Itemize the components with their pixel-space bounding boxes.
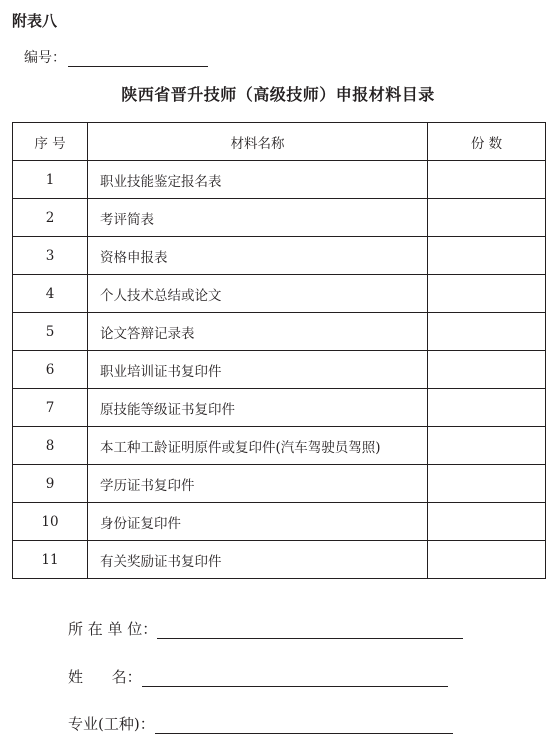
document-title: 陕西省晋升技师（高级技师）申报材料目录 (121, 85, 435, 104)
row-number: 8 (13, 427, 88, 465)
row-copies-cell[interactable] (428, 161, 546, 199)
appendix-label: 附表八 (12, 12, 58, 30)
row-number: 10 (13, 503, 88, 541)
table-row (13, 389, 546, 427)
number-row (24, 47, 208, 67)
row-number: 5 (13, 313, 88, 351)
profession-label: 专业(工种)： (68, 715, 155, 733)
row-material-name: 论文答辩记录表 (88, 313, 428, 351)
signature-unit-row (68, 618, 463, 639)
row-copies-cell[interactable] (428, 541, 546, 579)
row-material-name: 有关奖励证书复印件 (88, 541, 428, 579)
row-material-name: 身份证复印件 (88, 503, 428, 541)
row-copies-cell[interactable] (428, 275, 546, 313)
table-row (13, 465, 546, 503)
row-copies-cell[interactable] (428, 313, 546, 351)
row-copies-cell[interactable] (428, 351, 546, 389)
signature-profession-row (68, 713, 453, 734)
row-copies-cell[interactable] (428, 465, 546, 503)
row-copies-cell[interactable] (428, 199, 546, 237)
table-row (13, 427, 546, 465)
name-field-line[interactable] (142, 670, 448, 687)
signature-name-row (68, 666, 448, 687)
row-material-name: 资格申报表 (88, 237, 428, 275)
row-material-name: 职业培训证书复印件 (88, 351, 428, 389)
header-material-name: 材料名称 (88, 123, 428, 161)
number-field-line[interactable] (68, 52, 208, 67)
header-number: 序 号 (13, 123, 88, 161)
row-copies-cell[interactable] (428, 389, 546, 427)
row-number: 9 (13, 465, 88, 503)
row-material-name: 个人技术总结或论文 (88, 275, 428, 313)
row-material-name: 本工种工龄证明原件或复印件(汽车驾驶员驾照) (88, 427, 428, 465)
materials-table (12, 122, 546, 579)
table-row (13, 313, 546, 351)
row-number: 4 (13, 275, 88, 313)
number-label: 编号： (24, 50, 66, 66)
row-copies-cell[interactable] (428, 427, 546, 465)
table-row (13, 351, 546, 389)
table-row (13, 161, 546, 199)
row-material-name: 学历证书复印件 (88, 465, 428, 503)
row-number: 1 (13, 161, 88, 199)
row-number: 3 (13, 237, 88, 275)
row-number: 2 (13, 199, 88, 237)
row-material-name: 考评简表 (88, 199, 428, 237)
row-number: 11 (13, 541, 88, 579)
table-header-row (13, 123, 546, 161)
row-copies-cell[interactable] (428, 503, 546, 541)
row-material-name: 原技能等级证书复印件 (88, 389, 428, 427)
row-number: 7 (13, 389, 88, 427)
row-copies-cell[interactable] (428, 237, 546, 275)
table-row (13, 199, 546, 237)
name-label: 姓 名： (68, 668, 142, 686)
table-row (13, 541, 546, 579)
header-copies: 份 数 (428, 123, 546, 161)
table-row (13, 275, 546, 313)
unit-label: 所 在 单 位： (68, 620, 158, 638)
row-number: 6 (13, 351, 88, 389)
table-row (13, 237, 546, 275)
table-row (13, 503, 546, 541)
unit-field-line[interactable] (157, 622, 463, 639)
row-material-name: 职业技能鉴定报名表 (88, 161, 428, 199)
profession-field-line[interactable] (155, 717, 453, 734)
